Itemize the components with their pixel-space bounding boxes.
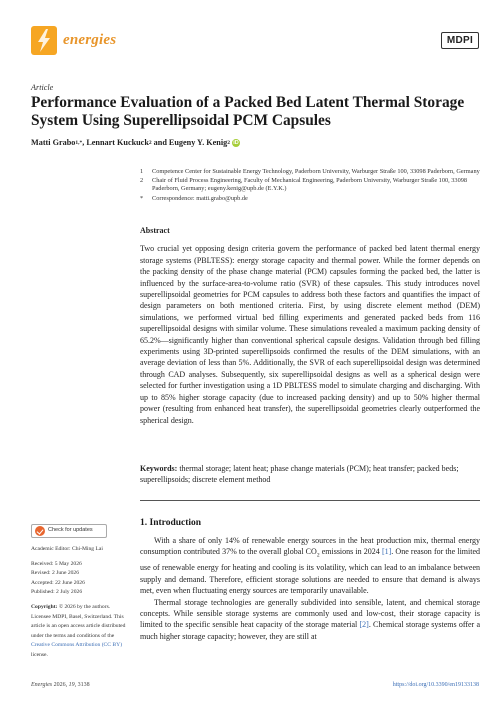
license-end: license.: [31, 651, 48, 658]
author-affiliation-mark: 2: [227, 139, 230, 146]
article-info-sidebar: [31, 524, 129, 661]
paragraph: [140, 535, 480, 597]
published-date: Published: 2 July 2026: [31, 589, 83, 596]
accepted-date: Accepted: 22 June 2026: [31, 579, 85, 586]
affiliation-number: *: [140, 194, 144, 202]
affiliation-item: [140, 168, 480, 176]
author-list: [31, 138, 240, 147]
affiliation-text: Chair of Fluid Process Engineering, Faculty of Mechanical Engineering, Paderborn University, Warburger Straße 100, 33098 Paderborn, Germany; eugeny.kenig@upb.de (E.Y.K.): [152, 177, 468, 193]
abstract: [140, 225, 480, 426]
footer-article: , 3138: [74, 682, 90, 688]
paragraph: [140, 597, 480, 643]
section-heading: 1. Introduction: [140, 518, 202, 528]
received-date: Received: 5 May 2026: [31, 560, 82, 567]
orcid-icon[interactable]: iD: [233, 139, 239, 146]
footer-volume: 19: [68, 682, 75, 688]
author-separator: ,: [82, 138, 87, 147]
keywords: [140, 463, 480, 486]
paragraph-text: emissions in 2024: [319, 547, 382, 557]
footer-journal: Energies: [31, 682, 53, 688]
author-name[interactable]: Lennart Kuckuck: [86, 138, 149, 147]
academic-editor: Academic Editor: Chi-Ming Lai: [31, 546, 103, 552]
citation-link[interactable]: [2]: [359, 620, 369, 630]
revised-date: Revised: 2 June 2026: [31, 570, 80, 577]
publisher-logo[interactable]: [441, 32, 479, 49]
keywords-text: thermal storage; latent heat; phase change materials (PCM); heat transfer; packed beds; superellipsoids; discrete element method: [140, 464, 459, 485]
author-affiliation-mark: 2: [148, 139, 152, 146]
footer-year: 2026,: [52, 682, 69, 688]
affiliation-number: 2: [140, 177, 144, 185]
article-title: Performance Evaluation of a Packed Bed Latent Thermal Storage System Using Superellipsoidal PCM Capsules: [31, 94, 465, 129]
checkmark-icon: [35, 526, 45, 536]
doi-link[interactable]: https://doi.org/10.3390/en19133138: [392, 682, 479, 688]
mdpi-label: MDPI: [441, 32, 479, 49]
author-name[interactable]: Matti Grabo: [31, 138, 76, 147]
paragraph-text: . Chemical storage systems offer a much higher storage capacity; however, they are still at: [140, 620, 480, 641]
article-type: Article: [31, 83, 54, 92]
license-link[interactable]: Creative Commons Attribution (CC BY): [31, 642, 123, 649]
copyright-label: Copyright:: [31, 603, 58, 610]
abstract-text: Two crucial yet opposing design criteria govern the performance of packed bed latent thermal energy storage systems (PBLTESS): energy storage capacity and thermal power. While the former depends on the packing density of the phase change material (PCM) capsules forming the packed bed, the latter is influenced by the surface-area-to-volume ratio (SVR) of these capsules. This study introduces novel superellipsoidal geometries for PCM capsules to address both these factors and quantifies the impact of design parameters on both mentioned criteria. First, by using discrete element method (DEM) simulations, we performed virtual bed filling experiments and generated packed beds from 116 superellipsoidal designs with similar volume. These simulations revealed a maximum packing density of 65.2%—significantly higher than conventional spherical capsule designs. Validation through bed filling experiments using 3D-printed superellipsoids confirmed the results of the DEM simulations, with an average deviation of less than 5%. Additionally, the SVR of each superellipsoidal design was determined through CAD analyses. Subsequently, six superellipsoidal designs as well as a spherical design were selected for further investigation using a 1D PBLTESS model to simulate charging and discharging. With up to 85% higher storage capacity (due to increased packing density) and up to 50% higher thermal power (resulting from enhanced heat transfer), the superellipsoidal geometries clearly outperformed the spherical design.: [140, 244, 480, 425]
copyright-text: © 2026 by the authors. Licensee MDPI, Basel, Switzerland. This article is an open access article distributed under the terms and conditions of the: [31, 603, 126, 639]
check-updates-label: Check for updates: [48, 527, 93, 534]
page-header: [31, 26, 479, 62]
author-name[interactable]: Eugeny Y. Kenig: [168, 138, 228, 147]
affiliation-item: [140, 177, 480, 193]
paragraph-text: Thermal storage technologies are generally subdivided into sensible, latent, and chemical storage concepts. While sensible storage systems are commonly used and low-cost, their storage capacity is limited to the specific sensible heat capacity of the storage material: [140, 597, 480, 630]
paragraph-text: With a share of only 14% of renewable energy sources in the heat production mix, thermal energy consumption contributed 37% to the overall global CO: [140, 536, 480, 557]
keywords-label: Keywords:: [140, 464, 178, 473]
affiliation-number: 1: [140, 168, 144, 175]
introduction-body: [140, 535, 480, 642]
author-separator: and: [151, 138, 169, 147]
subscript: 2: [316, 553, 320, 559]
correspondence-text: Correspondence: matti.grabo@upb.de: [152, 194, 248, 202]
author-affiliation-mark: 1,*: [75, 139, 83, 146]
check-for-updates-button[interactable]: [31, 524, 107, 538]
affiliation-text: Competence Center for Sustainable Energy Technology, Paderborn University, Warburger Straße 100, 33098 Paderborn, Germany: [152, 168, 480, 175]
divider: [140, 500, 480, 501]
abstract-label: Abstract: [140, 226, 170, 235]
affiliations: [140, 168, 480, 204]
lightning-icon: [31, 26, 57, 55]
journal-logo[interactable]: [31, 26, 116, 55]
citation-link[interactable]: [1]: [381, 547, 392, 557]
correspondence-item: [140, 195, 480, 203]
copyright-notice: [31, 603, 129, 661]
paragraph-text: . One reason for the limited use of renewable energy for heating and cooling is its volatility, which can lead to an imbalance between supply and demand. Therefore, efficient storage solutions are needed to ensure that demand is always met, even when fluctuating energy sources are temporarily unavailable.: [140, 547, 481, 596]
journal-name: energies: [63, 32, 117, 48]
citation-info: [31, 682, 90, 688]
